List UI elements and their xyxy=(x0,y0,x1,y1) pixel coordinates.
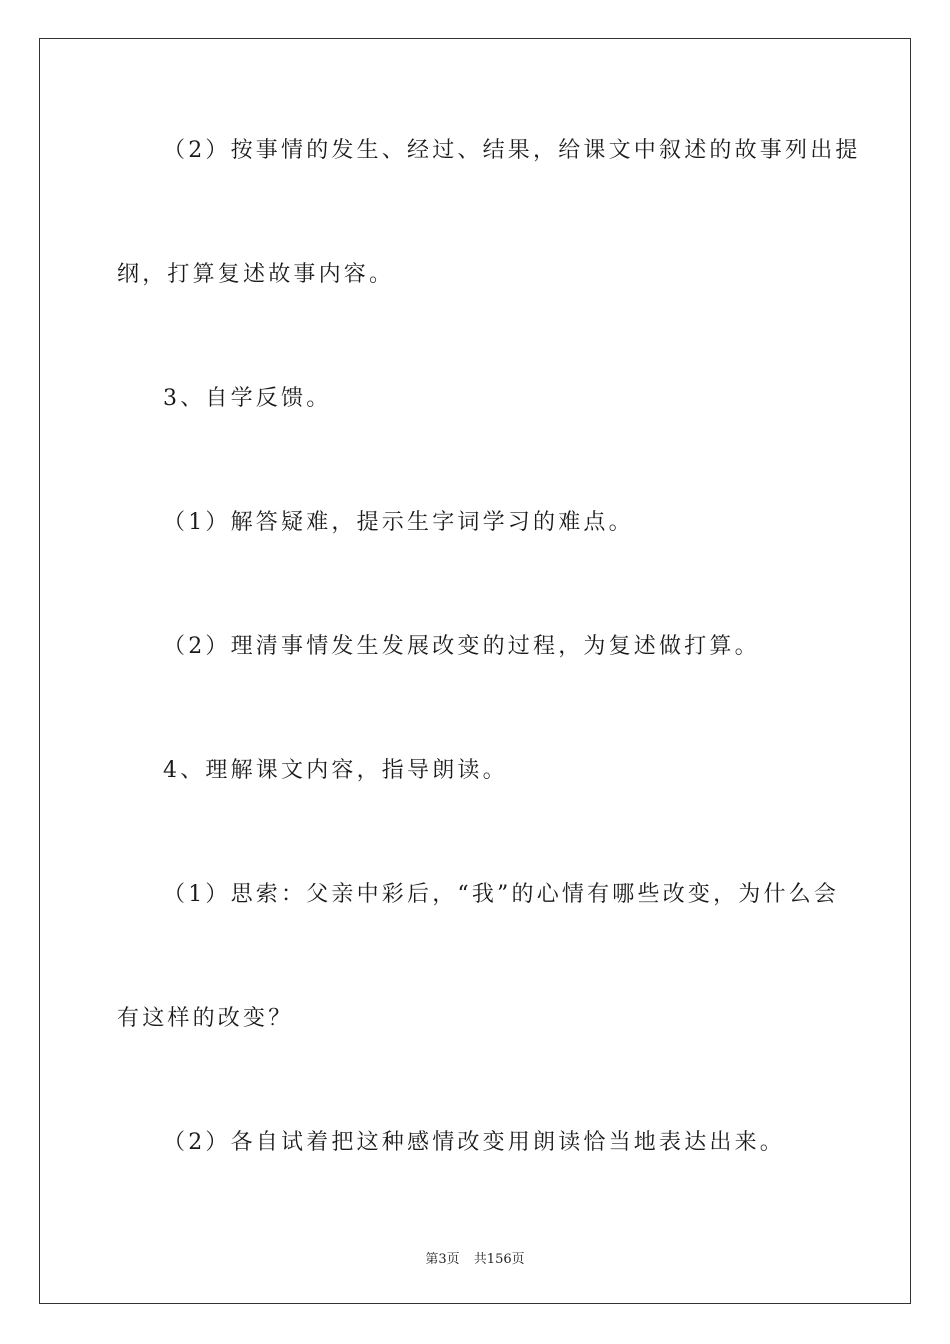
paragraph-line-1: （2）按事情的发生、经过、结果，给课文中叙述的故事列出提 xyxy=(163,138,861,163)
page-footer xyxy=(0,1248,950,1267)
paragraph-line-5: （2）理清事情发生发展改变的过程，为复述做打算。 xyxy=(163,634,760,659)
paragraph-line-7: （1）思索：父亲中彩后，“我”的心情有哪些改变，为什么会 xyxy=(163,882,840,907)
paragraph-line-3: 3、自学反馈。 xyxy=(163,386,332,411)
paragraph-line-8: 有这样的改变？ xyxy=(117,1006,294,1031)
paragraph-line-9: （2）各自试着把这种感情改变用朗读恰当地表达出来。 xyxy=(163,1130,785,1155)
paragraph-line-6: 4、理解课文内容，指导朗读。 xyxy=(163,758,508,783)
page-total: 共156页 xyxy=(473,1252,525,1267)
paragraph-line-4: （1）解答疑难，提示生字词学习的难点。 xyxy=(163,510,634,535)
page-number: 第3页 xyxy=(425,1252,460,1267)
page-border xyxy=(39,38,911,1304)
paragraph-line-2: 纲，打算复述故事内容。 xyxy=(117,262,395,287)
